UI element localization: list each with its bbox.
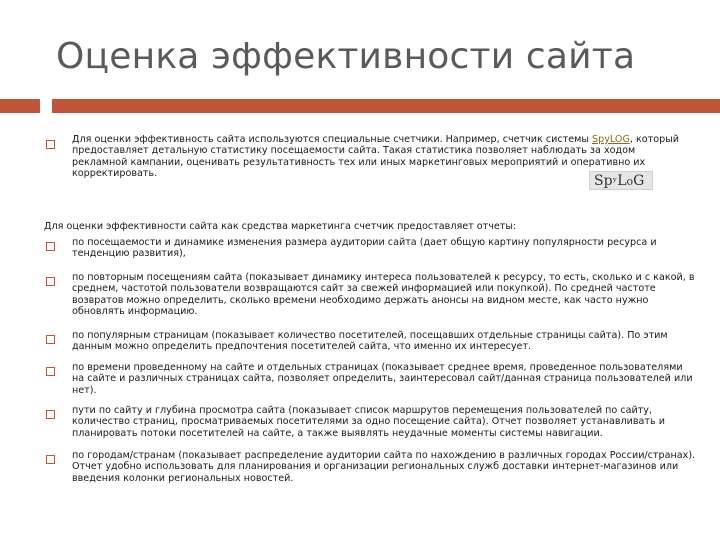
- spylog-link[interactable]: SpyLOG: [592, 134, 630, 145]
- list-item: по городам/странам (показывает распределение аудитории сайта по нахождению в различных городах России/странах). Отчет удобно использовать для планирования и организации региональных служб доставки интернет-магазинов или введения колонки региональных новостей.: [72, 450, 696, 484]
- intro-text-after-link: , который предоставляет детальную статистику посещаемости сайта. Такая статистика позволяет наблюдать за ходом рекламной кампании, оценивать результативность тех или иных маркетинговых мероприятий и оперативно их корректировать.: [72, 134, 680, 180]
- list-item: по времени проведенному на сайте и отдельных страницах (показывает среднее время, проведенное пользователями на сайте и различных страницах сайта, позволяет определить, заинтересовал сайт/данная страница пользователей или нет).: [72, 362, 693, 396]
- bullet-square-icon: [46, 410, 55, 419]
- bullet-square-icon: [46, 242, 55, 251]
- slide-title: Оценка эффективности сайта: [56, 36, 636, 77]
- bullet-square-icon: [46, 140, 55, 149]
- bullet-square-icon: [46, 455, 55, 464]
- list-item: пути по сайту и глубина просмотра сайта (показывает список маршрутов перемещения пользователей по сайту, количество страниц, просматриваемых посетителями за одно посещение сайта). Отчет позволяет устанавливать и планировать потоки посетителей на сайте, а также выявлять неудачные моменты системы навигации.: [72, 405, 665, 439]
- bullet-square-icon: [46, 277, 55, 286]
- intro-text-before-link: Для оценки эффективность сайта используются специальные счетчики. Например, счетчик системы: [72, 134, 593, 145]
- reports-lead: Для оценки эффективности сайта как средства маркетинга счетчик предоставляет отчеты:: [44, 221, 517, 232]
- list-item: по посещаемости и динамике изменения размера аудитории сайта (дает общую картину популярности ресурса и тенденцию развития),: [72, 237, 657, 260]
- list-item: по повторным посещениям сайта (показывает динамику интереса пользователей к ресурсу, то есть, сколько и с какой, в среднем, частотой пользователи возвращаются сайт за свежей информацией или покупкой). По средней частоте возвратов можно определить, сколько времени необходимо держать анонсы на видном месте, как часто нужно обновлять информацию.: [72, 272, 695, 318]
- list-item: по популярным страницам (показывает количество посетителей, посещавших отдельные страницы сайта). По этим данным можно определить предпочтения посетителей сайта, что именно их интересует.: [72, 330, 668, 353]
- spylog-logo: SpʸLoG: [589, 171, 653, 190]
- bullet-square-icon: [46, 335, 55, 344]
- title-divider-right: [52, 99, 720, 113]
- bullet-square-icon: [46, 367, 55, 376]
- title-divider-left: [0, 99, 40, 113]
